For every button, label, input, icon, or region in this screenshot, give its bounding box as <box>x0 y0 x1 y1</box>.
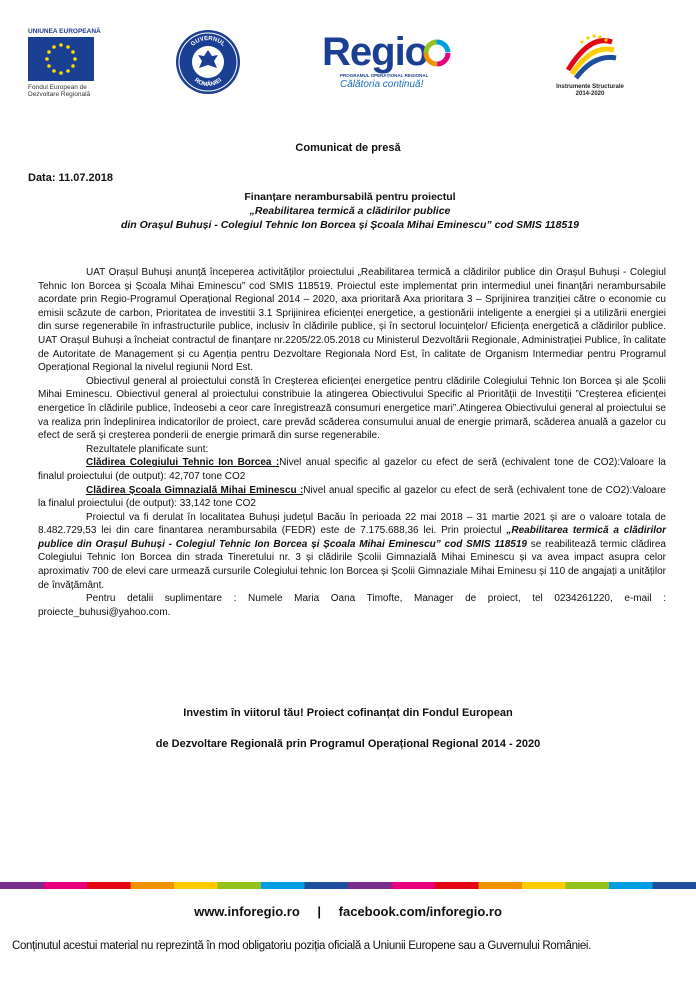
regio-logo <box>318 30 460 96</box>
footer-links <box>0 904 696 919</box>
stripe-segment <box>392 882 436 889</box>
project-details-name: „Reabilitarea termică a clădirilor publice din Orașul Buhuși - Colegiul Tehnic Ion Borcea și Școala Mihai Eminescu” cod SMIS 118519 <box>38 525 667 550</box>
eu-logo-top-caption: UNIUNEA EUROPEANĂ <box>28 28 101 35</box>
closing-line-1: Investim în viitorul tău! Proiect cofinanțat din Fondul European <box>183 707 513 719</box>
eu-logo <box>28 28 101 99</box>
eu-logo-bottom-caption <box>28 84 98 99</box>
result-item-2 <box>38 484 666 511</box>
stripe-segment <box>479 882 523 889</box>
stripe-segment <box>435 882 479 889</box>
stripe-segment <box>305 882 349 889</box>
stripe-segment <box>348 882 392 889</box>
result-1-text: Nivel anual specific al gazelor cu efect de seră (echivalent tone de CO2):Valoare la finalul proiectului (de output): 42,707 tone CO2 <box>38 457 666 482</box>
structural-caption-line2: 2014-2020 <box>575 90 605 97</box>
footer-website-link[interactable]: www.inforegio.ro <box>194 904 300 919</box>
footer-disclaimer: Conținutul acestui material nu reprezintă în mod obligatoriu poziția oficială a Uniunii Europene sau a Guvernului României. <box>12 940 591 952</box>
result-item-1 <box>38 456 666 483</box>
svg-text:ROMÂNIEI: ROMÂNIEI <box>193 77 224 89</box>
stripe-segment <box>218 882 262 889</box>
project-details-part1: Proiectul va fi derulat în localitatea Buhuși județul Bacău în perioada 22 mai 2018 – 31 martie 2021 și are o valoare totala de 8.482.729,53 lei din care finantarea nerambursabila (FEDR) este de 7.175.688,36 lei. Prin proiectul <box>38 511 666 537</box>
svg-text:GUVERNUL: GUVERNUL <box>190 35 226 48</box>
eu-flag-icon <box>28 37 94 81</box>
stripe-segment <box>174 882 218 889</box>
stripe-segment <box>522 882 566 889</box>
eu-caption-line2: Dezvoltare Regională <box>28 91 91 99</box>
heading-line1: Finanțare nerambursabilă pentru proiectul <box>244 191 456 203</box>
project-heading <box>60 190 640 232</box>
result-2-text: Nivel anual specific al gazelor cu efect de seră (echivalent tone de CO2):Valoare la finalul proiectului (de output): 33,142 tone CO2 <box>38 484 666 510</box>
document-title: Comunicat de presă <box>295 142 401 154</box>
color-stripe-divider <box>0 876 696 883</box>
stripe-segment <box>609 882 653 889</box>
paragraph-objective: Obiectivul general al proiectului constă în Creșterea eficienței energetice pentru clădirile Colegiului Tehnic Ion Borcea și ale Școlii Mihai Eminescu. Obiectivul general al proiectului constribuie la atingerea Obiectivului Specific al Priorității de Investiții ”Creșterea eficienței energetice în clădirile publice, îndeosebi a ceor care înregistrează consumuri energetice mari”.Atingerea Obiectivului general al proiectului se va realiza prin îndeplinirea indicatorilor de proiect, care prevăd scăderea consumului anual de energie primară, scăderea anuală a gazelor cu efect de seră și creșterea ponderii de energie primară din surse regenerabile. <box>38 375 666 442</box>
document-date: Data: 11.07.2018 <box>28 172 114 184</box>
structural-instruments-logo <box>548 30 632 100</box>
results-label: Rezultatele planificate sunt: <box>86 443 209 455</box>
footer-facebook-link[interactable]: facebook.com/inforegio.ro <box>338 904 502 919</box>
structural-caption-line1: Instrumente Structurale <box>556 84 624 90</box>
eu-caption-line1: Fondul European de <box>28 84 87 91</box>
result-1-label: Clădirea Colegiului Tehnic Ion Borcea : <box>86 457 280 469</box>
heading-line2: „Reabilitarea termică a clădirilor publice <box>249 205 451 217</box>
regio-tagline: Călătoria continuă! <box>340 79 424 90</box>
result-2-label: Clădirea Școala Gimnazială Mihai Eminescu : <box>86 484 304 496</box>
closing-line-2: de Dezvoltare Regională prin Programul Operațional Regional 2014 - 2020 <box>155 738 541 750</box>
stripe-segment <box>261 882 305 889</box>
regio-o-icon <box>422 38 452 68</box>
footer-separator: | <box>317 904 322 919</box>
stripe-segment <box>653 882 696 889</box>
regio-wordmark: Regio <box>322 30 429 74</box>
paragraph-contact: Pentru detalii suplimentare : Numele Maria Oana Timofte, Manager de proiect, tel 0234261220, e-mail : proiecte_buhusi@yahoo.com. <box>38 593 666 618</box>
project-details-part2: se reabilitează termic clădirea Colegiului Tehnic Ion Borcea din strada Tineretului nr. 3 și clădirile Școlii Gimnazială Mihai Eminescu și va avea impact asupra celor aproximativ 700 de elevi care urmează cursurile Colegiului tehnic Ion Borcea și Școlii Gimnaziale Mihai Eminesu și 110 de angajați a unităților de învățământ. <box>38 538 666 591</box>
structural-instruments-caption <box>548 84 632 98</box>
stripe-segment <box>566 882 610 889</box>
document-body <box>38 266 666 619</box>
stripe-segment <box>44 882 88 889</box>
stripe-segment <box>87 882 131 889</box>
structural-instruments-icon <box>562 30 618 82</box>
government-seal-logo <box>174 28 242 96</box>
heading-line3: din Orașul Buhuși - Colegiul Tehnic Ion Borcea și Școala Mihai Eminescu” cod SMIS 118519 <box>120 219 580 231</box>
paragraph-intro: UAT Orașul Buhuși anunță începerea activităților proiectului „Reabilitarea termică a clădirilor publice din Orașul Buhuși - Colegiul Tehnic Ion Borcea și Școala Mihai Eminescu” cod SMIS 118519. Proiectul este implementat prin intermediul unei finanțări nerambursabile acordate prin Regio-Programul Operațional Regional 2014 – 2020, axa prioritară Axa prioritara 3 – Sprijinirea tranziției către o economie cu emisii scăzute de carbon, Prioritatea de investitii 3.1 Sprijinirea eficienței energetice, a gestionării inteligente a energiei și a utilizării energiei din surse regenerabile în infrastructurile publice, inclusiv în clădirile publice, și în sectorul locuințelor/ Eficiența energetică a clădirilor publice. UAT Orașul Buhuși a încheiat contractul de finanțare nr.2205/22.05.2018 cu Ministerul Dezvoltării Regionale, Administrației Publice, în calitate de Autoritate de Management și cu Agenția pentru Dezvoltare Regionala Nord Est, în calitate de Organism Intermediar pentru Programul Operațional Regional la nivelul regiunii Nord Est. <box>38 267 666 374</box>
stripe-segment <box>0 882 44 889</box>
paragraph-project-details <box>38 511 666 593</box>
color-stripe-svg <box>0 882 696 889</box>
stripe-segment <box>131 882 175 889</box>
regio-subtitle: PROGRAMUL OPERAȚIONAL REGIONAL <box>340 73 429 78</box>
